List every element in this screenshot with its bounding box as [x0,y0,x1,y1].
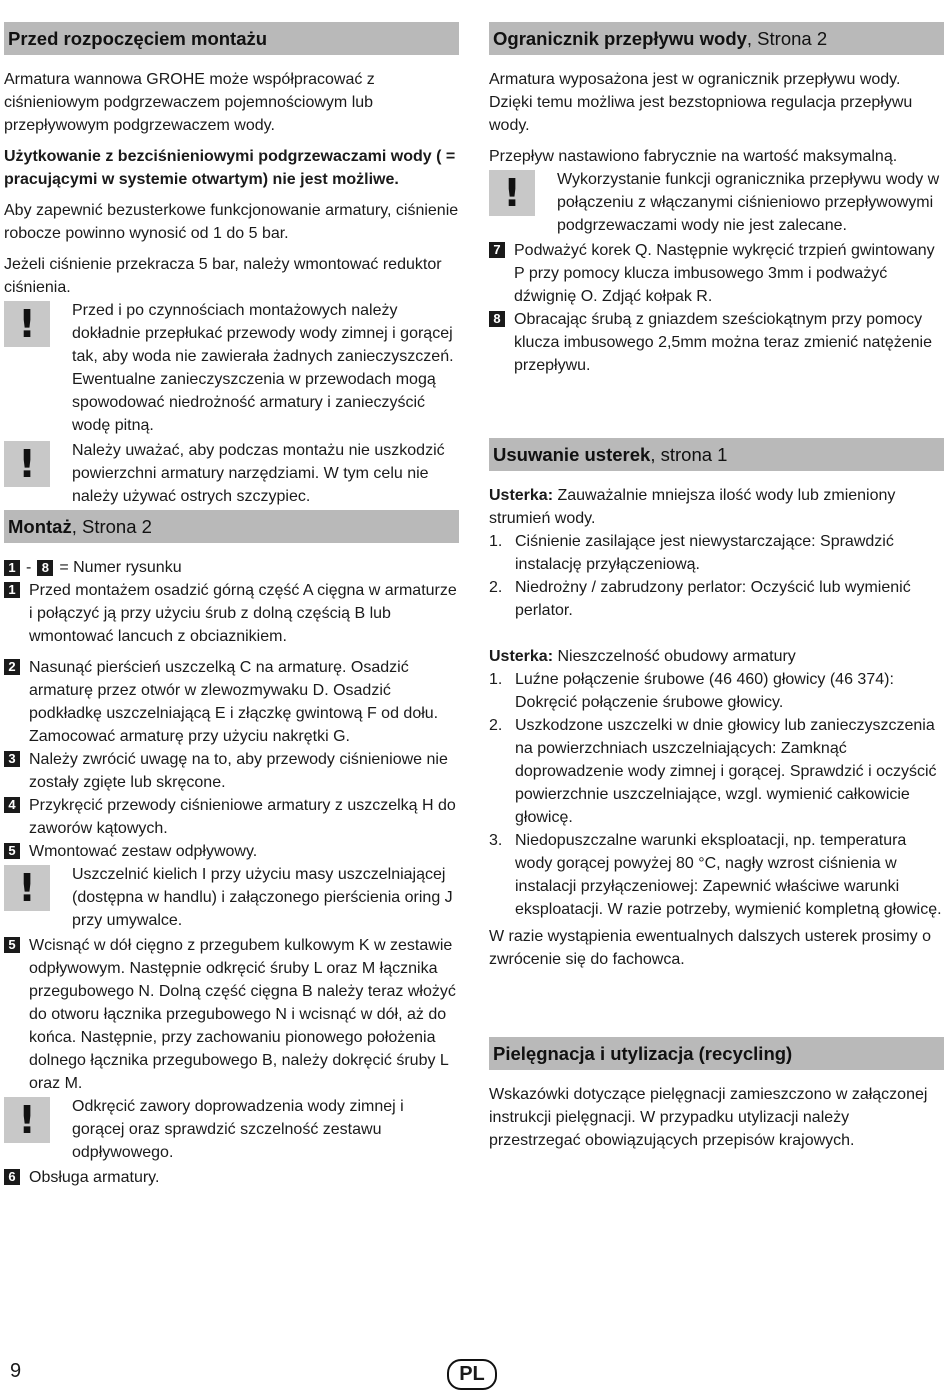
step-number-badge: 1 [4,582,20,598]
step-item: 1 Przed montażem osadzić górną część A cięgna w armaturze i połączyć ją przy użyciu śrub z dolną częścią B lub wmontować lancuch z obciaznikiem. [4,579,459,648]
step-item: 5 Wmontować zestaw odpływowy. [4,840,459,863]
step-item: 5 Wcisnąć w dół cięgno z przegubem kulkowym K w zestawie odpływowym. Następnie odkręcić śruby L oraz M łącznika przegubowego N. Dolną część cięgna B należy teraz włożyć do otworu łącznika przegubowego N i wcisnąć w dół, aż do końca. Następnie, przy zachowaniu pionowego położenia dolnego łącznika przegubowego B, należy dokręcić śruby L oraz M. [4,934,459,1095]
fault-2-item: 3. Niedopuszczalne warunki eksploatacji, np. temperatura wody gorącej powyżej 80 °C, nagły wzrost ciśnienia w instalacji przyłączeniowej: Zapewnić właściwe warunki eksploatacji. W razie potrzeby, wymienić kompletną głowicę. [489,832,942,918]
step-item: 2 Nasunąć pierścień uszczelką C na armaturę. Osadzić armaturę przez otwór w zlewozmywaku D. Osadzić podkładkę uszczelniającą E i złączkę gwintową F od dołu. Zamocować armaturę przy użyciu nakrętki G. [4,656,459,748]
intro-paragraph-3: Aby zapewnić bezusterkowe funkcjonowanie armatury, ciśnienie robocze powinno wynosić od 1 do 5 bar. [4,202,459,242]
step-number-badge: 5 [4,843,20,859]
step-number-badge: 3 [4,751,20,767]
step-number-badge: 2 [4,659,20,675]
flow-paragraph-1: Armatura wyposażona jest w ogranicznik przepływu wody. Dzięki temu możliwa jest bezstopniowa regulacja przepływu wody. [489,71,913,134]
warning-flush-pipes: ! Przed i po czynnościach montażowych należy dokładnie przepłukać przewody wody zimnej i gorącej tak, aby woda nie zawierała żadnych zanieczyszczeń. Ewentualne zanieczyszczenia w przewodach mogą spowodować niedrożność armatury i zanieczyścić wodę pitną. [4,299,459,437]
intro-paragraph-1: Armatura wannowa GROHE może współpracować z ciśnieniowym podgrzewaczem pojemnościowym lub przepływowym podgrzewaczem wody. [4,71,375,134]
step-number-badge: 8 [489,311,505,327]
fault-2-description: Usterka: Nieszczelność obudowy armatury [489,648,796,665]
care-paragraph: Wskazówki dotyczące pielęgnacji zamieszczono w załączonej instrukcji pielęgnacji. W przypadku utylizacji należy przestrzegać obowiązujących przepisów krajowych. [489,1086,928,1149]
fault-2-item: 1. Luźne połączenie śrubowe (46 460) głowicy (46 374): Dokręcić połączenie śrubowe głowicy. [489,671,894,711]
intro-paragraph-4: Jeżeli ciśnienie przekracza 5 bar, należy wmontować reduktor ciśnienia. [4,256,442,296]
warning-seal-socket: ! Uszczelnić kielich I przy użyciu masy uszczelniającej (dostępna w handlu) i załączonego pierścienia oring J przy umywalce. [4,863,459,932]
section-heading-troubleshooting: Usuwanie usterek, strona 1 [489,438,944,471]
figure-number-legend: 1 - 8 = Numer rysunku [4,556,459,579]
step-number-badge: 4 [4,797,20,813]
warning-icon: ! [4,865,50,911]
step-item: 8 Obracając śrubą z gniazdem sześciokątnym przy pomocy klucza imbusowego 2,5mm można teraz zmienić natężenie przepływu. [489,308,944,377]
troubleshooting-closing: W razie wystąpienia ewentualnych dalszych usterek prosimy o zwrócenie się do fachowca. [489,928,931,968]
fault-1-description: Usterka: Zauważalnie mniejsza ilość wody lub zmieniony strumień wody. [489,487,896,527]
fault-1-item: 2. Niedrożny / zabrudzony perlator: Oczyścić lub wymienić perlator. [489,579,911,619]
step-item: 4 Przykręcić przewody ciśnieniowe armatury z uszczelką H do zaworów kątowych. [4,794,459,840]
warning-icon: ! [4,301,50,347]
step-number-badge: 6 [4,1169,20,1185]
flow-paragraph-2: Przepływ nastawiono fabrycznie na wartość maksymalną. [489,148,898,165]
intro-paragraph-2: Użytkowanie z bezciśnieniowymi podgrzewaczami wody ( = pracującymi w systemie otwartym) nie jest możliwe. [4,148,456,188]
warning-flow-limiter: ! Wykorzystanie funkcji ogranicznika przepływu wody w połączeniu z włączanymi ciśnieniowo przepływowymi podgrzewaczami wody nie jest zalecane. [489,168,944,237]
step-number-badge: 5 [4,937,20,953]
warning-icon: ! [4,1097,50,1143]
section-heading-before-installation: Przed rozpoczęciem montażu [4,22,459,55]
page-number: 9 [10,1360,22,1382]
warning-icon: ! [4,441,50,487]
section-heading-care-recycling: Pielęgnacja i utylizacja (recycling) [489,1037,944,1070]
warning-surface-damage: ! Należy uważać, aby podczas montażu nie uszkodzić powierzchni armatury narzędziami. W tym celu nie należy używać ostrych szczypiec. [4,439,459,508]
left-column [4,22,459,1189]
language-badge: PL [447,1359,497,1390]
step-item: 3 Należy zwrócić uwagę na to, aby przewody ciśnieniowe nie zostały zgięte lub skręcone. [4,748,459,794]
figure-badge: 1 [4,560,20,576]
warning-leak-test: ! Odkręcić zawory doprowadzenia wody zimnej i gorącej oraz sprawdzić szczelność zestawu odpływowego. [4,1095,459,1164]
step-item: 6 Obsługa armatury. [4,1166,459,1189]
fault-1-item: 1. Ciśnienie zasilające jest niewystarczające: Sprawdzić instalację przyłączeniową. [489,533,894,573]
section-heading-installation: Montaż, Strona 2 [4,510,459,543]
step-item: 7 Podważyć korek Q. Następnie wykręcić trzpień gwintowany P przy pomocy klucza imbusowego 3mm i podważyć dźwignię O. Zdjąć kołpak R. [489,239,944,308]
fault-2-item: 2. Uszkodzone uszczelki w dnie głowicy lub zanieczyszczenia na powierzchniach uszczelniających: Zamknąć doprowadzenie wody zimnej i gorącej. Sprawdzić i oczyścić powierzchnie uszczelniające, wzgl. wymienić całkowicie głowicę. [489,717,937,826]
step-number-badge: 7 [489,242,505,258]
figure-badge: 8 [37,560,53,576]
right-column [489,22,944,1160]
section-heading-flow-limiter: Ogranicznik przepływu wody, Strona 2 [489,22,944,55]
warning-icon: ! [489,170,535,216]
